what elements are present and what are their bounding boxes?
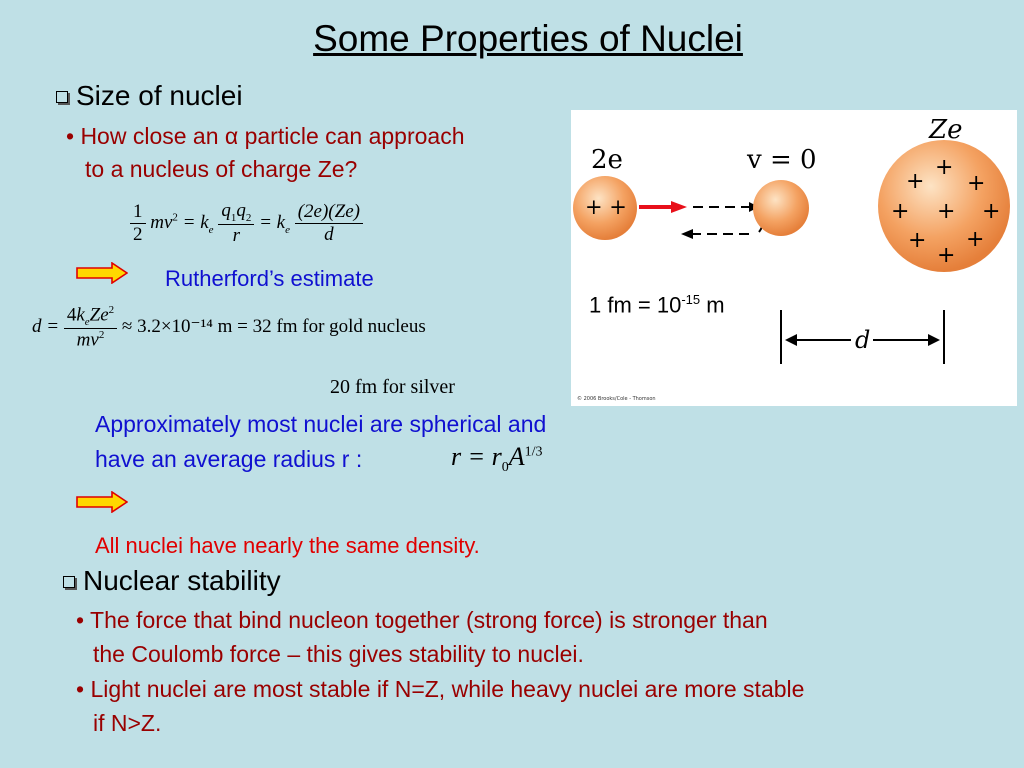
spherical-line2: have an average radius r : xyxy=(95,446,363,472)
stopped-particle xyxy=(753,180,809,236)
stability-bullet1-line1: • The force that bind nucleon together (strong force) is stronger than xyxy=(76,607,768,633)
alpha-scattering-diagram xyxy=(571,110,1017,406)
label-2e: 2e xyxy=(591,145,623,175)
section-heading-size xyxy=(56,80,243,112)
fm-conversion-exp: -15 xyxy=(681,292,701,307)
distance-result: ≈ 3.2×10⁻¹⁴ m = 32 fm for gold nucleus xyxy=(121,316,426,338)
label-d: d xyxy=(855,326,871,354)
label-Ze: Ze xyxy=(929,115,963,145)
radius-formula: $r = r_0A^{1/3}$ xyxy=(451,442,543,476)
return-arrowhead xyxy=(681,229,693,239)
stability-bullet2-line1: • Light nuclei are most stable if N=Z, while heavy nuclei are more stable xyxy=(76,676,805,702)
d-right-arrowhead xyxy=(928,334,940,346)
figure-credit: © 2006 Brooks/Cole - Thomson xyxy=(577,396,656,402)
svg-text:+: + xyxy=(891,199,910,224)
section-heading-size-text: Size of nuclei xyxy=(76,80,243,111)
rutherford-estimate: Rutherford’s estimate xyxy=(165,266,374,291)
stability-bullet2-line2: if N>Z. xyxy=(93,710,162,736)
section-heading-stability-text: Nuclear stability xyxy=(83,565,281,596)
svg-text:+: + xyxy=(967,171,986,196)
fm-conversion-unit: m xyxy=(700,292,725,318)
distance-equation: d = $\frac{4k_eZe^2}{mv^2}$ ≈ 3.2×10⁻¹⁴ m = 32 fm for gold nucleus xyxy=(32,304,426,351)
fm-conversion xyxy=(589,292,725,318)
density-statement: All nuclei have nearly the same density. xyxy=(95,533,480,558)
svg-text:+: + xyxy=(937,199,956,224)
spherical-line1: Approximately most nuclei are spherical and xyxy=(95,411,547,437)
alpha-scattering-figure xyxy=(571,110,1017,406)
svg-text:+: + xyxy=(966,227,985,252)
label-v0: v = 0 xyxy=(747,145,817,175)
implication-arrow-2-icon xyxy=(76,491,128,513)
silver-value: 20 fm for silver xyxy=(330,376,455,398)
bullet-approach-line1: • How close an α particle can approach xyxy=(66,123,465,149)
nucleus-charges xyxy=(891,155,1000,268)
energy-equation: $\frac{1}{2}$ $mv^2 = k_e$ $\frac{q_1q_2}{r}$ = $k_e$ $\frac{(2e)(Ze)}{d}$ xyxy=(130,200,363,247)
fm-conversion-text: 1 fm = 10 xyxy=(589,292,682,318)
svg-text:+: + xyxy=(937,243,956,268)
implication-arrow-icon xyxy=(76,262,128,284)
alpha-charge-plus: + + xyxy=(585,195,627,219)
svg-text:+: + xyxy=(982,199,1001,224)
svg-text:+: + xyxy=(906,169,925,194)
page-title: Some Properties of Nuclei xyxy=(313,18,743,59)
section-heading-stability xyxy=(63,565,281,597)
d-left-arrowhead xyxy=(785,334,797,346)
bullet-approach-line2: to a nucleus of charge Ze? xyxy=(85,156,358,182)
checkbox-bullet-2-icon xyxy=(63,576,75,588)
stability-bullet1-line2: the Coulomb force – this gives stability to nuclei. xyxy=(93,641,584,667)
svg-text:+: + xyxy=(908,228,927,253)
velocity-arrowhead xyxy=(671,201,687,213)
svg-text:+: + xyxy=(935,155,954,180)
checkbox-bullet-icon xyxy=(56,91,68,103)
